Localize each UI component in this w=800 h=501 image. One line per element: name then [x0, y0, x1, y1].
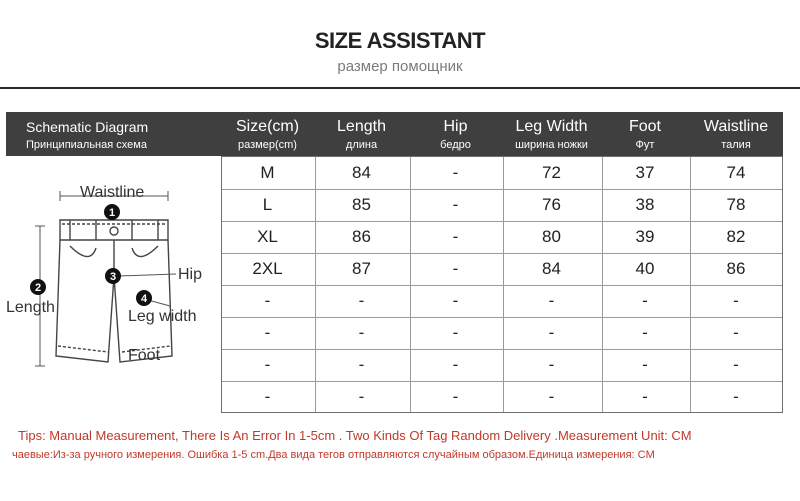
cell-hip: - — [452, 195, 459, 214]
cell-foot: 37 — [635, 163, 655, 182]
cell-length: - — [358, 355, 365, 374]
cell-size: - — [264, 291, 271, 310]
marker-1-label: 1 — [108, 207, 116, 219]
marker-1-icon — [104, 204, 120, 220]
header-label-en: Leg Width — [515, 118, 588, 135]
cell-length: 84 — [352, 163, 371, 182]
header-leg-width — [502, 112, 601, 156]
header-label-ru: Фут — [635, 139, 655, 151]
cell-hip: - — [452, 323, 459, 342]
cell-leg-width: - — [548, 291, 555, 310]
header-label-en: Size(cm) — [235, 118, 300, 135]
cell-size: - — [264, 323, 271, 342]
header-label-ru: ширина ножки — [515, 139, 588, 151]
cell-waistline: - — [733, 323, 739, 342]
cell-leg-width: 72 — [542, 163, 561, 182]
cell-leg-width: - — [548, 323, 555, 342]
cell-foot: - — [642, 323, 648, 342]
cell-waistline: - — [733, 387, 739, 406]
cell-hip: - — [452, 387, 459, 406]
header-label-en: Hip — [443, 118, 468, 135]
cell-leg-width: 84 — [542, 259, 561, 278]
cell-length: 87 — [352, 259, 371, 278]
header-waistline — [689, 112, 783, 156]
label-foot: Foot — [128, 347, 161, 364]
cell-hip: - — [452, 355, 459, 374]
page-subtitle: размер помощник — [337, 58, 463, 75]
cell-length: 85 — [352, 195, 371, 214]
marker-2-label: 2 — [34, 282, 42, 294]
cell-hip: - — [452, 259, 459, 278]
cell-foot: - — [642, 355, 648, 374]
cell-foot: 40 — [635, 259, 655, 278]
shorts-icon — [56, 220, 172, 362]
tips-english: Tips: Manual Measurement, There Is An Error In 1-5cm . Two Kinds Of Tag Random Delivery .Measurement Unit: CM — [18, 428, 692, 443]
cell-size: - — [264, 355, 271, 374]
header-label-ru: длина — [345, 139, 378, 151]
marker-2-icon — [30, 279, 46, 295]
cell-leg-width: 80 — [542, 227, 561, 246]
cell-size: M — [260, 163, 275, 182]
cell-waistline: 82 — [726, 227, 746, 246]
label-hip: Hip — [178, 266, 203, 283]
schematic-diagram — [0, 156, 221, 413]
cell-foot: - — [642, 291, 648, 310]
header-label-en: Length — [337, 118, 386, 135]
header-label-ru: бедро — [440, 139, 471, 151]
header-label-ru: талия — [721, 139, 751, 151]
header-length — [314, 112, 409, 156]
cell-foot: - — [642, 387, 648, 406]
cell-waistline: - — [733, 291, 739, 310]
label-leg-width: Leg width — [128, 308, 197, 325]
tips-russian: чаевые:Из-за ручного измерения. Ошибка 1-5 cm.Два вида тегов отправляются случайным образом.Единица измерения: CM — [12, 449, 655, 461]
cell-length: - — [358, 291, 365, 310]
label-waistline: Waistline — [80, 184, 145, 201]
cell-size: 2XL — [252, 259, 283, 278]
header-label-en: Foot — [628, 118, 661, 135]
cell-size: XL — [257, 227, 278, 246]
cell-waistline: 74 — [726, 163, 746, 182]
cell-hip: - — [452, 227, 459, 246]
cell-leg-width: 76 — [542, 195, 561, 214]
title-divider — [0, 87, 800, 89]
cell-hip: - — [452, 291, 459, 310]
header-label-ru: размер(cm) — [238, 139, 297, 151]
cell-size: L — [262, 195, 273, 214]
header-size — [221, 112, 314, 156]
cell-waistline: 86 — [726, 259, 746, 278]
cell-leg-width: - — [548, 355, 555, 374]
cell-length: 86 — [352, 227, 371, 246]
cell-size: - — [264, 387, 271, 406]
marker-4-label: 4 — [140, 293, 148, 305]
cell-length: - — [358, 387, 365, 406]
header-schematic-diagram — [6, 112, 221, 156]
cell-length: - — [358, 323, 365, 342]
cell-foot: 38 — [635, 195, 655, 214]
header-hip — [409, 112, 502, 156]
marker-4-icon — [136, 290, 152, 306]
cell-waistline: - — [733, 355, 739, 374]
cell-leg-width: - — [548, 387, 555, 406]
table-header — [6, 112, 783, 156]
header-label-en: Schematic Diagram — [26, 119, 149, 135]
header-foot — [601, 112, 689, 156]
header-label-en: Waistline — [703, 118, 769, 135]
marker-3-label: 3 — [109, 271, 117, 283]
cell-hip: - — [452, 163, 459, 182]
cell-waistline: 78 — [726, 195, 746, 214]
header-label-ru: Принципиальная схема — [26, 139, 147, 151]
label-length: Length — [6, 299, 55, 316]
cell-foot: 39 — [635, 227, 655, 246]
marker-3-icon — [105, 268, 121, 284]
page-title: SIZE ASSISTANT — [314, 28, 486, 53]
